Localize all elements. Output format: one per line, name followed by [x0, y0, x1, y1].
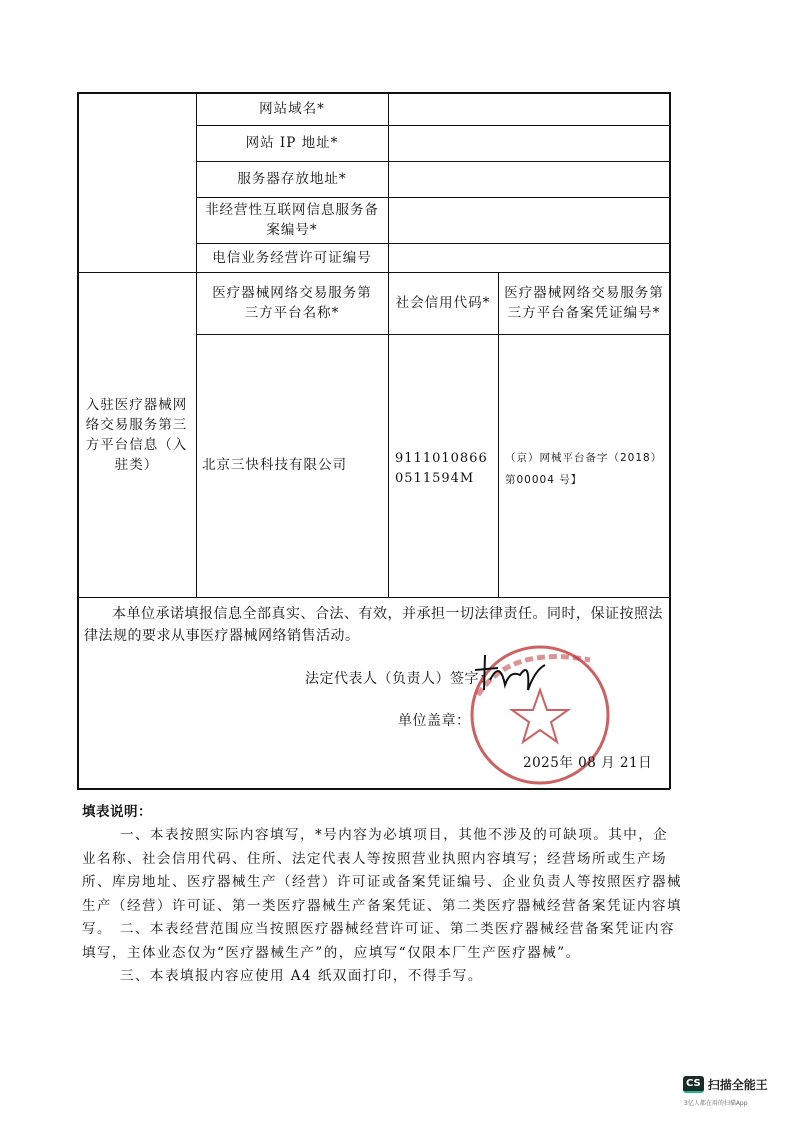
label-telecom-license: 电信业务经营许可证编号	[212, 249, 372, 266]
label-website-domain: 网站域名*	[259, 100, 325, 117]
section-label-third-party-platform: 入驻医疗器械网络交易服务第三方平台信息（入驻类）	[85, 397, 188, 473]
note-item-1: 一、本表按照实际内容填写，*号内容为必填项目，其他不涉及的可缺项。其中，企业名称、社会信用代码、住所、法定代表人等按照营业执照内容填写；经营场所或生产场所、库房地址、医疗器械生产（经营）许可证或备案凭证编号、企业负责人等按照医疗器械生产（经营）许可证、第一类医疗器械生产备案凭证、第二类医疗器械经营备案凭证内容填写。	[82, 827, 682, 937]
label-website-ip: 网站 IP 地址*	[245, 135, 339, 151]
table-border	[388, 92, 389, 597]
camscanner-logo-icon: CS	[683, 1076, 704, 1093]
legal-rep-signature-label: 法定代表人（负责人）签字：	[305, 671, 494, 687]
credit-code-value: 91110108660511594M	[395, 451, 488, 486]
header-credit-code: 社会信用代码*	[395, 295, 491, 311]
filing-number-value: （京）网械平台备字（2018）第00004 号】	[505, 452, 663, 486]
table-border	[196, 334, 670, 335]
handwritten-signature	[470, 650, 550, 700]
header-platform-name: 医疗器械网络交易服务第三方平台名称*	[212, 285, 372, 321]
watermark-tagline: 3亿人都在用的扫描App	[684, 1100, 748, 1107]
platform-name-value: 北京三快科技有限公司	[202, 457, 347, 473]
table-border	[77, 92, 79, 789]
label-icp-filing: 非经营性互联网信息服务备案编号*	[205, 202, 379, 238]
commitment-statement: 本单位承诺填报信息全部真实、合法、有效，并承担一切法律责任。同时，保证按照法律法规的要求从事医疗器械网络销售活动。	[84, 606, 663, 644]
table-border	[498, 272, 499, 597]
scanner-watermark	[683, 1076, 768, 1093]
header-filing-number: 医疗器械网络交易服务第三方平台备案凭证编号*	[504, 285, 664, 321]
note-item-2: 二、本表经营范围应当按照医疗器械经营许可证、第二类医疗器械经营备案凭证内容填写，主体业态仅为“医疗器械生产”的，应填写“仅限本厂生产医疗器械”。	[82, 921, 675, 961]
note-item-3: 三、本表填报内容应使用 A4 纸双面打印，不得手写。	[120, 968, 483, 984]
notes-title: 填表说明：	[82, 804, 152, 820]
seal-label: 单位盖章：	[398, 713, 471, 729]
label-server-address: 服务器存放地址*	[237, 171, 347, 187]
table-border	[77, 597, 670, 598]
signing-date: 2025年 08 月 21日	[523, 755, 653, 771]
watermark-brand: 扫描全能王	[707, 1078, 768, 1092]
